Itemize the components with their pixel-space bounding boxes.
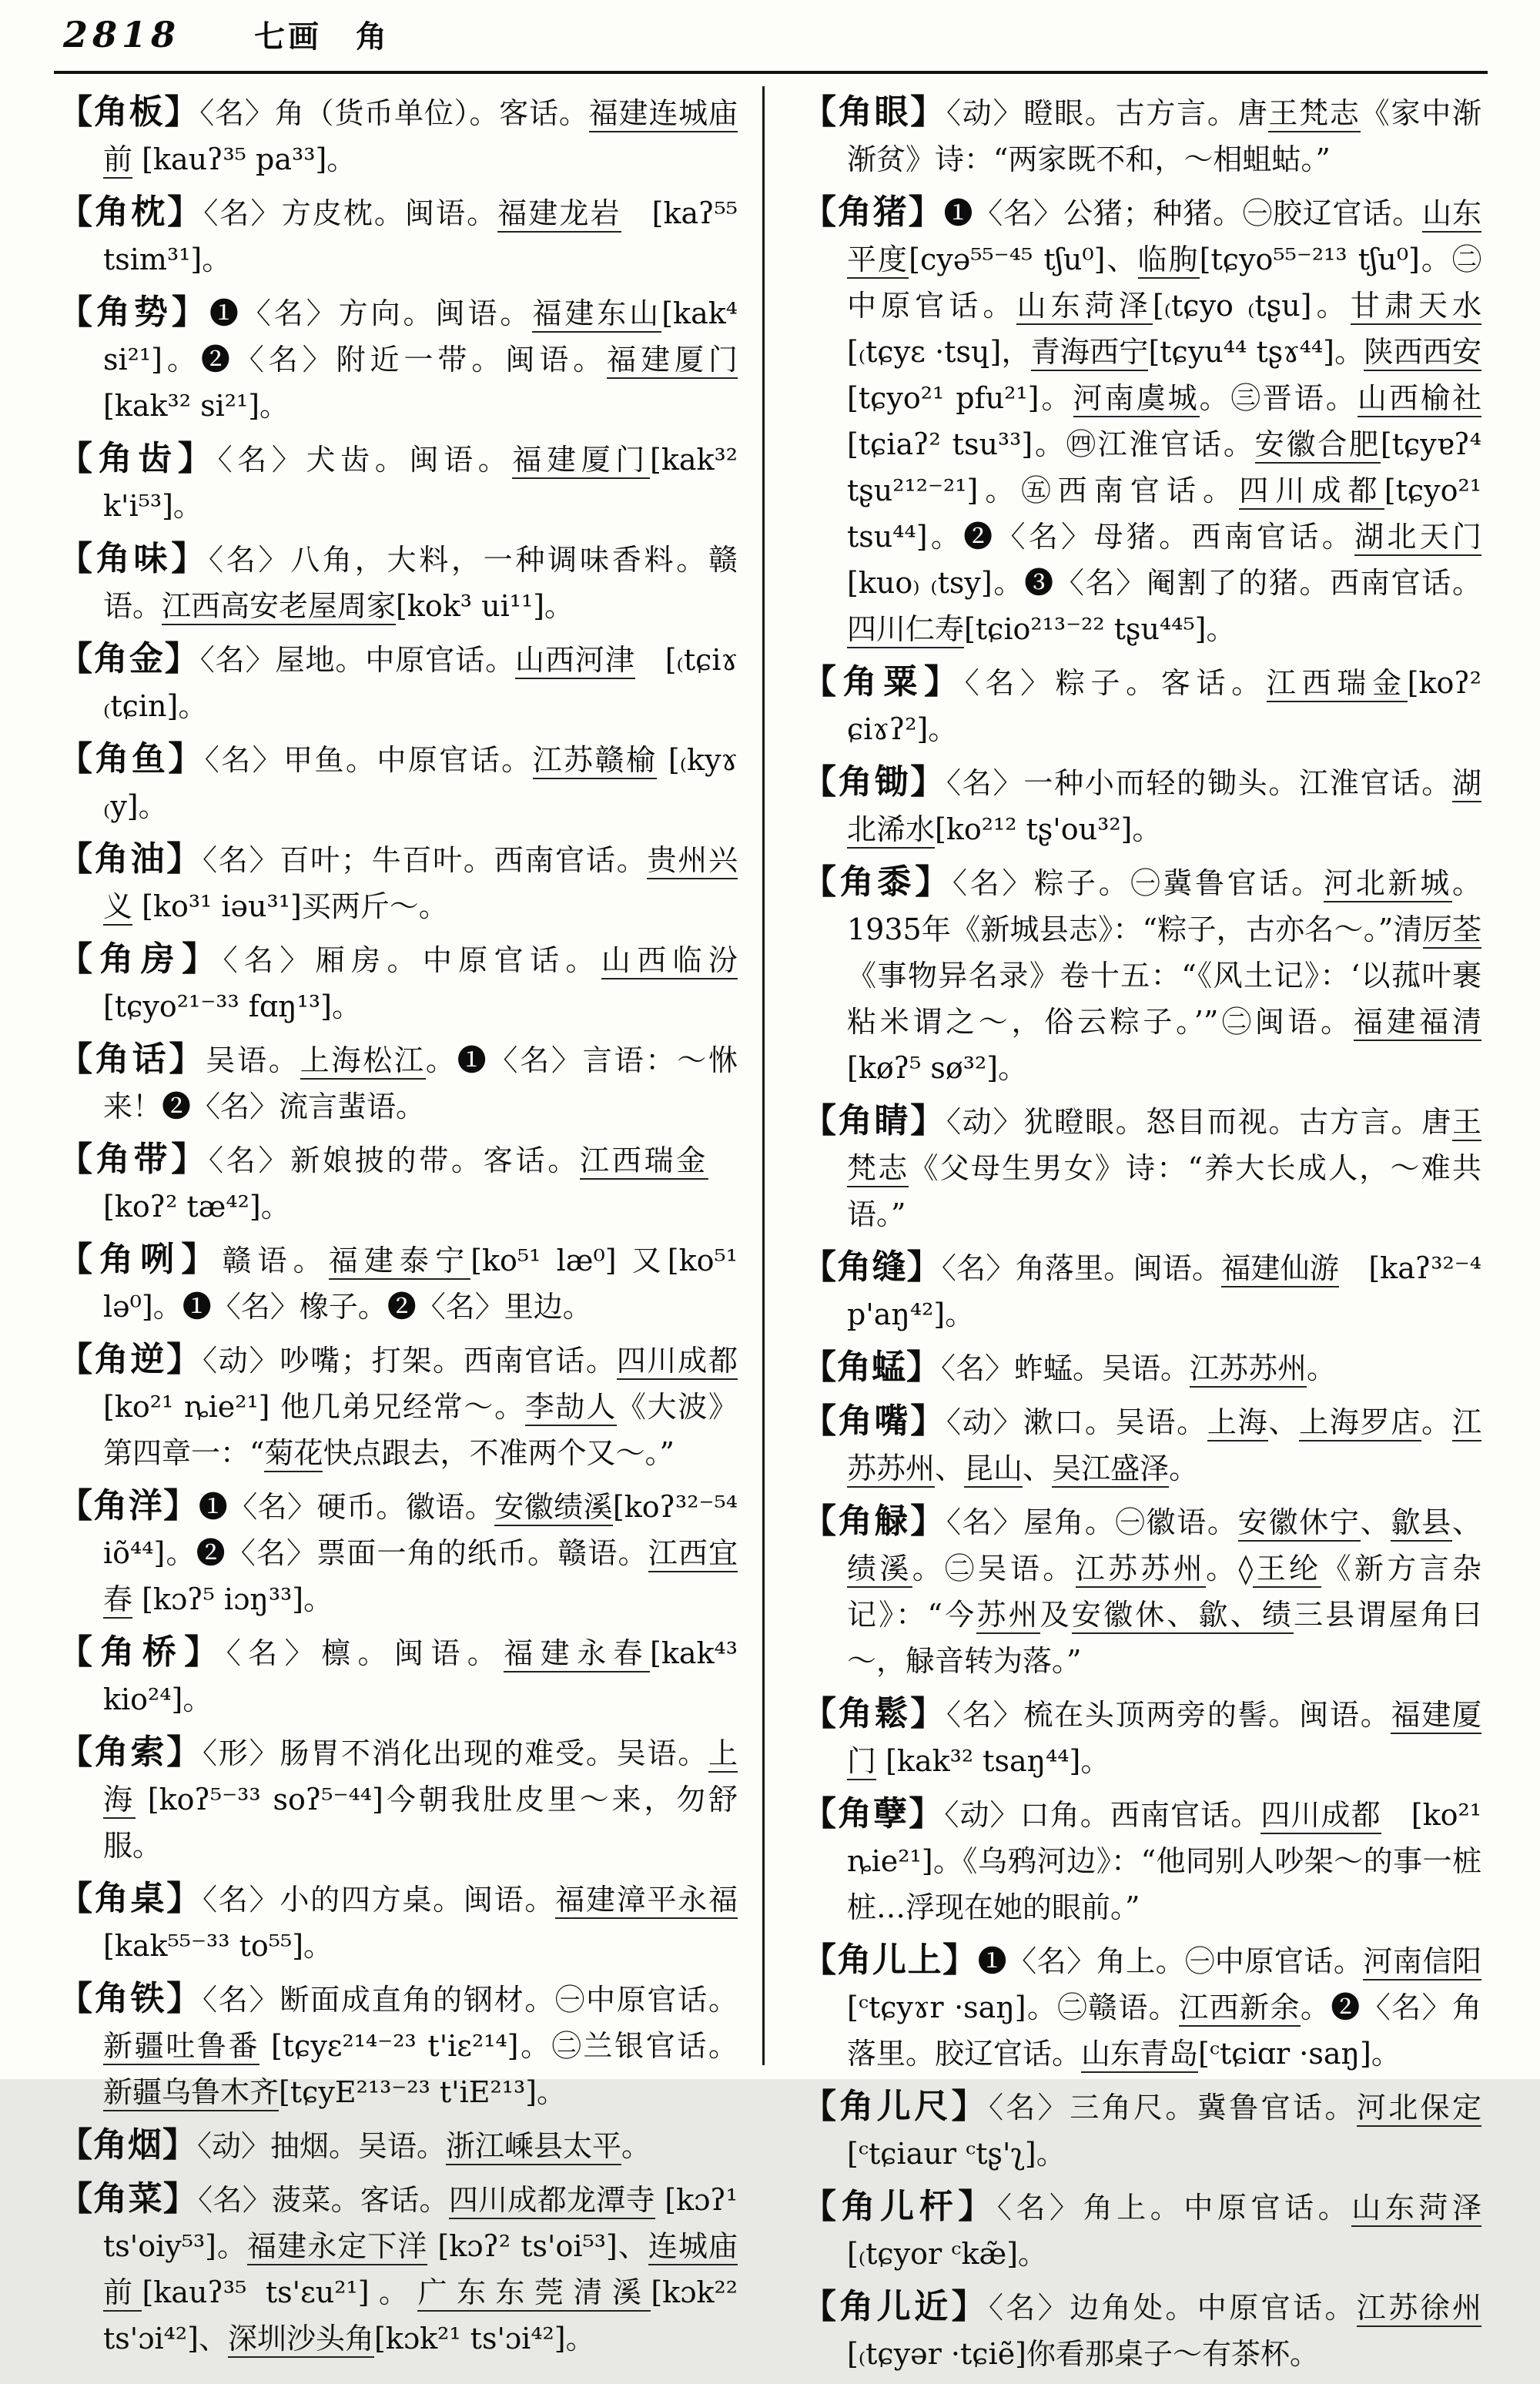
entry-text: [tɕyE²¹³⁻²³ t'iE²¹³]。: [279, 2075, 567, 2109]
dictionary-entry: [802, 759, 1481, 852]
entry-text: 〈名〉八角，大料，一种调味香料。赣语。: [103, 543, 738, 623]
entry-text: ❶〈名〉公猪；种猪。㊀胶辽官话。: [943, 196, 1423, 230]
entry-text: [koʔ⁵⁻³³ soʔ⁵⁻⁴⁴]今朝我肚皮里～来，勿舒服。: [103, 1783, 738, 1863]
dictionary-entry: [59, 536, 738, 629]
entry-text: 《事物异名录》卷十五：“《风土记》：‘以菰叶裹粘米谓之～，俗云粽子。’”㊁闽语。: [847, 959, 1481, 1039]
entry-text: 。㊂晋语。: [1199, 381, 1358, 415]
entry-text: [kak³² k'i⁵³]。: [103, 443, 738, 523]
entry-text: 。㊁吴语。: [912, 1552, 1076, 1585]
proper-noun: 河北新城: [1324, 866, 1452, 902]
entry-headword: 【角儿上】: [802, 1940, 978, 1980]
proper-noun: 王梵志: [847, 1105, 1481, 1187]
proper-noun: 福建连城庙前: [103, 96, 738, 179]
dictionary-entry: [802, 2184, 1481, 2277]
dictionary-entry: [802, 1691, 1481, 1784]
dictionary-entry: [59, 189, 738, 283]
entry-text: [ko²¹ ȵie²¹] 他几弟兄经常～。: [103, 1390, 525, 1424]
entry-text: [kɔk²² ts'ɔi⁴²]、: [103, 2275, 738, 2356]
entry-text: [kak³² tsaŋ⁴⁴]。: [876, 1744, 1110, 1778]
proper-noun: 山西榆社: [1358, 381, 1481, 417]
proper-noun: 湖北浠水: [847, 766, 1481, 849]
entry-headword: 【角势】: [59, 293, 209, 332]
entry-headword: 【角锄】: [802, 762, 947, 802]
entry-headword: 【角儿杆】: [802, 2187, 997, 2226]
proper-noun: 安徽休宁: [1238, 1505, 1361, 1542]
proper-noun: 江西瑞金: [580, 1143, 708, 1180]
proper-noun: 湖北天门: [1354, 520, 1481, 556]
proper-noun: 江苏徐州: [1357, 2291, 1481, 2327]
entry-text: 及: [1040, 1598, 1072, 1632]
proper-noun: 浙江嵊县太平: [446, 2129, 621, 2165]
entry-text: 〈动〉抽烟。吴语。: [197, 2129, 447, 2163]
entry-text: 〈名〉百叶；牛百叶。西南官话。: [203, 843, 648, 877]
proper-noun: 江苏苏州: [847, 1405, 1481, 1488]
entry-text: 快点跟去，不准两个又～。”: [323, 1436, 675, 1470]
entry-text: 〈名〉蚱蜢。吴语。: [941, 1351, 1190, 1385]
entry-text: [ko²¹ ȵie²¹]。《乌鸦河边》：“他同别人吵架～的事一桩桩…浮现在她的眼前。”: [847, 1798, 1481, 1924]
dictionary-entry: [59, 1629, 738, 1723]
entry-text: 。❷〈名〉角落里。胶辽官话。: [847, 1991, 1481, 2071]
proper-noun: 福建永春: [504, 1636, 650, 1672]
entry-headword: 【角蜢】: [802, 1348, 941, 1387]
dictionary-entry: [59, 836, 738, 929]
entry-text: ❶〈名〉角上。㊀中原官话。: [977, 1944, 1364, 1978]
entry-text: [køʔ⁵ sø³²]。: [847, 1051, 1028, 1085]
entry-headword: 【角齿】: [59, 439, 218, 478]
entry-text: [kak⁴³ kio²⁴]。: [103, 1636, 738, 1716]
proper-noun: 江苏苏州: [1076, 1552, 1207, 1588]
entry-text: 〈动〉口角。西南官话。: [944, 1798, 1261, 1832]
dictionary-entry: [802, 659, 1481, 752]
entry-text: [ko²¹² tʂ'ou³²]。: [935, 812, 1162, 846]
dictionary-entry: [59, 636, 738, 729]
dictionary-entry: [802, 1791, 1481, 1930]
entry-text: [₍kyɤ ₍y]。: [103, 743, 738, 823]
entry-text: 〈动〉漱口。吴语。: [946, 1405, 1207, 1439]
entry-headword: 【角黍】: [802, 862, 952, 902]
entry-text: 《父母生男女》诗：“养大长成人，～难共语。”: [847, 1151, 1481, 1231]
entry-text: [cyə⁵⁵⁻⁴⁵ tʃu⁰]、: [909, 243, 1138, 276]
right-column: [802, 89, 1481, 2384]
entry-text: [kak⁵⁵⁻³³ to⁵⁵]。: [103, 1929, 333, 1963]
dictionary-entry: [59, 89, 738, 182]
entry-text: 三县谓屋角曰～，觮音转为落。”: [847, 1598, 1481, 1678]
dictionary-entry: [59, 1337, 738, 1476]
entry-headword: 【角缝】: [802, 1247, 942, 1287]
entry-headword: 【角房】: [59, 939, 223, 979]
dictionary-entry: [59, 936, 738, 1030]
proper-noun: 江西瑞金: [1267, 666, 1408, 702]
entry-text: 〈名〉角落里。闽语。: [941, 1251, 1222, 1285]
proper-noun: 山东菏泽: [1016, 289, 1152, 325]
entry-text: 〈名〉方皮枕。闽语。: [203, 196, 498, 230]
entry-text: 赣语。: [222, 1244, 329, 1277]
entry-headword: 【角儿尺】: [802, 2087, 989, 2126]
proper-noun: 安徽合肥: [1255, 427, 1381, 464]
entry-text: 《新方言杂记》：“今: [847, 1552, 1481, 1632]
dictionary-entry: [59, 1729, 738, 1869]
entry-text: 。❶〈名〉言语：～恘来！❷〈名〉流言蜚语。: [103, 1043, 738, 1123]
entry-text: 〈名〉犬齿。闽语。: [217, 443, 513, 477]
entry-headword: 【角觮】: [802, 1502, 947, 1541]
entry-text: [tɕiaʔ² tsu³³]。㊃江淮官话。: [847, 427, 1255, 461]
proper-noun: 王梵志: [1268, 96, 1360, 132]
entry-text: [ko³¹ iəu³¹]买两斤～。: [132, 889, 448, 923]
entry-text: 〈名〉新娘披的带。客话。: [209, 1143, 580, 1177]
entry-text: 。: [1169, 1451, 1199, 1485]
entry-headword: 【角带】: [59, 1140, 209, 1179]
entry-text: [kak⁴ si²¹]。❷〈名〉附近一带。闽语。: [103, 296, 738, 377]
entry-text: 〈名〉边角处。中原官话。: [989, 2291, 1357, 2325]
entry-text: [kauʔ³⁵ ts'ɛu²¹]。: [142, 2275, 418, 2309]
entry-text: [₍tɕyor ᶜkæ̃]。: [847, 2237, 1048, 2271]
entry-text: [tɕyo²¹ tsu⁴⁴]。❷〈名〉母猪。西南官话。: [847, 474, 1481, 554]
entry-headword: 【角板】: [59, 92, 200, 132]
entry-text: [kɔʔ¹ ts'oiy⁵³]。: [103, 2183, 738, 2263]
proper-noun: 上海罗店: [1299, 1405, 1421, 1441]
entry-text: 〈名〉小的四方桌。闽语。: [203, 1883, 556, 1917]
proper-noun: 连城庙前: [103, 2229, 738, 2312]
entry-text: 〈动〉犹瞪眼。怒目而视。古方言。唐: [946, 1105, 1452, 1139]
entry-text: ❶〈名〉硬币。徽语。: [198, 1490, 495, 1524]
dictionary-entry: [802, 1937, 1481, 2077]
entry-text: [kok³ ui¹¹]。: [396, 589, 574, 623]
entry-text: [kɔʔ² ts'oi⁵³]、: [427, 2229, 648, 2263]
entry-text: 、: [935, 1451, 965, 1485]
dictionary-entry: [802, 189, 1481, 652]
proper-noun: 山东平度: [847, 196, 1481, 279]
entry-text: [koʔ² tæ⁴²]。: [103, 1143, 738, 1224]
proper-noun: 上海: [1207, 1405, 1269, 1441]
proper-noun: 福建厦门: [847, 1698, 1481, 1780]
dictionary-entry: [802, 1398, 1481, 1492]
entry-headword: 【角铁】: [59, 1979, 203, 2018]
proper-noun: 福建泰宁: [329, 1244, 470, 1280]
entry-headword: 【角逆】: [59, 1340, 203, 1379]
left-column: [59, 89, 738, 2369]
entry-headword: 【角粟】: [802, 662, 965, 701]
proper-noun: 山西河津: [515, 643, 635, 679]
proper-noun: 广东东莞清溪: [417, 2275, 651, 2312]
dictionary-entry: [802, 2084, 1481, 2177]
proper-noun: 四川仁寿: [847, 612, 964, 648]
proper-noun: 安徽休、歙、绩: [1072, 1598, 1294, 1634]
entry-text: [tɕyo²¹ pfu²¹]。: [847, 381, 1073, 415]
dictionary-entry: [802, 1344, 1481, 1391]
proper-noun: 江苏赣榆: [533, 743, 658, 779]
entry-headword: 【角孽】: [802, 1794, 945, 1833]
entry-text: 〈名〉角（货币单位）。客话。: [199, 96, 589, 130]
proper-noun: 厉荃: [1423, 912, 1481, 949]
section-title: 七画 角: [254, 18, 390, 55]
proper-noun: 山西临汾: [601, 943, 738, 979]
proper-noun: 江西新余: [1179, 1991, 1301, 2027]
entry-headword: 【角烟】: [59, 2125, 197, 2165]
entry-headword: 【角咧】: [59, 1240, 223, 1279]
entry-text: 《家中渐渐贫》诗：“两家既不和，～相蛆蛄。”: [847, 96, 1481, 176]
entry-text: [₍tɕiɤ ₍tɕin]。: [103, 643, 738, 723]
proper-noun: 河北保定: [1357, 2091, 1481, 2127]
proper-noun: 歙县: [1391, 1505, 1452, 1542]
entry-headword: 【角索】: [59, 1733, 203, 1772]
entry-headword: 【角眼】: [802, 92, 947, 132]
entry-text: 〈名〉三角尺。冀鲁官话。: [989, 2091, 1357, 2125]
page-header: [63, 12, 390, 56]
entry-text: 〈动〉吵嘴；打架。西南官话。: [203, 1344, 617, 1378]
entry-text: 〈名〉甲鱼。中原官话。: [204, 743, 533, 777]
entry-headword: 【角话】: [59, 1040, 206, 1079]
entry-headword: 【角菜】: [59, 2179, 199, 2218]
entry-text: [kaʔ⁵⁵ tsim³¹]。: [103, 196, 738, 276]
entry-text: [tɕyo²¹⁻³³ fɑŋ¹³]。: [103, 989, 361, 1023]
entry-text: 〈名〉厢房。中原官话。: [223, 943, 601, 977]
proper-noun: 山东菏泽: [1351, 2191, 1481, 2227]
dictionary-entry: [802, 1098, 1481, 1237]
dictionary-entry: [59, 1876, 738, 1969]
proper-noun: 青海西宁: [1031, 335, 1149, 371]
entry-text: [kɔʔ⁵ iɔŋ³³]。: [132, 1582, 333, 1616]
entry-text: [ᶜtɕyɤr ·saŋ]。㊁赣语。: [847, 1991, 1180, 2024]
entry-headword: 【角鱼】: [59, 739, 205, 778]
entry-text: 〈名〉粽子。客话。: [964, 666, 1267, 700]
proper-noun: 甘肃天水: [1351, 289, 1481, 325]
entry-text: [tɕyɛ²¹⁴⁻²³ t'iɛ²¹⁴]。㊁兰银官话。: [259, 2029, 738, 2063]
dictionary-entry: [59, 1036, 738, 1130]
entry-text: 〈名〉屋角。㊀徽语。: [946, 1505, 1238, 1539]
entry-text: 〈名〉一种小而轻的锄头。江淮官话。: [946, 766, 1452, 800]
entry-text: 〈名〉屋地。中原官话。: [199, 643, 516, 677]
proper-noun: 河南虞城: [1073, 381, 1200, 417]
dictionary-entry: [802, 1498, 1481, 1684]
dictionary-entry: [59, 436, 738, 529]
dictionary-entry: [59, 2176, 738, 2362]
proper-noun: 上海: [103, 1736, 738, 1819]
proper-noun: 河南信阳: [1363, 1944, 1481, 1981]
proper-noun: 四川成都: [1239, 474, 1384, 510]
proper-noun: 安徽绩溪: [494, 1490, 613, 1526]
proper-noun: 菊花: [264, 1436, 323, 1472]
entry-text: 〈名〉菠菜。客话。: [198, 2183, 449, 2217]
dictionary-entry: [802, 1244, 1481, 1338]
entry-headword: 【角桌】: [59, 1879, 203, 1918]
entry-text: 、: [1023, 1451, 1053, 1485]
entry-text: [kuo₎ ₍tsy]。❸〈名〉阉割了的猪。西南官话。: [847, 566, 1481, 600]
entry-headword: 【角味】: [59, 539, 209, 578]
entry-text: 〈名〉梳在头顶两旁的髻。闽语。: [946, 1698, 1391, 1732]
proper-noun: 上海松江: [300, 1043, 426, 1080]
entry-headword: 【角枕】: [59, 193, 204, 232]
proper-noun: 福建厦门: [607, 343, 738, 379]
entry-headword: 【角油】: [59, 839, 203, 879]
entry-text: [kak³² si²¹]。: [103, 389, 290, 423]
dictionary-entry: [59, 1483, 738, 1622]
entry-text: 〈名〉檩。闽语。: [226, 1636, 504, 1670]
proper-noun: 四川成都龙潭寺: [449, 2183, 655, 2219]
entry-text: [tɕyɐʔ⁴ tʂu²¹²⁻²¹]。㊄西南官话。: [847, 427, 1481, 507]
dictionary-entry: [802, 89, 1481, 182]
dictionary-entry: [59, 1237, 738, 1330]
entry-text: [ᶜtɕiɑr ·saŋ]。: [1198, 2037, 1401, 2071]
entry-text: [kaʔ³²⁻⁴ p'aŋ⁴²]。: [847, 1251, 1481, 1331]
dictionary-entry: [802, 2284, 1481, 2377]
entry-text: 、: [1451, 1505, 1481, 1539]
proper-noun: 苏州: [976, 1598, 1040, 1634]
header-rule: [54, 71, 1488, 74]
entry-text: 〈名〉断面成直角的钢材。㊀中原官话。: [203, 1983, 738, 2017]
entry-text: [₍tɕyo ₍tʂu]。: [1152, 289, 1351, 323]
entry-text: [₍tɕyər ·tɕiẽ]你看那桌子～有茶杯。: [847, 2337, 1320, 2371]
entry-text: ❶〈名〉方向。闽语。: [209, 296, 533, 330]
entry-text: 吴语。: [206, 1043, 300, 1077]
entry-text: [tɕyo⁵⁵⁻²¹³ tʃu⁰]。㊁中原官话。: [847, 243, 1481, 323]
entry-text: 《大波》第四章一：“: [103, 1390, 738, 1470]
proper-noun: 吴江盛泽: [1052, 1451, 1169, 1488]
entry-text: [tɕio²¹³⁻²² tʂu⁴⁴⁵]。: [964, 612, 1236, 646]
proper-noun: 福建东山: [532, 296, 661, 333]
entry-headword: 【角洋】: [59, 1486, 199, 1525]
dictionary-entry: [59, 290, 738, 429]
entry-text: [ᶜtɕiaur ᶜtʂ'ʅ]。: [847, 2137, 1066, 2171]
entry-text: [koʔ² ɕiɤʔ²]。: [847, 666, 1481, 746]
entry-text: 。: [1421, 1405, 1452, 1439]
entry-text: [tɕyu⁴⁴ tʂɤ⁴⁴]。: [1148, 335, 1364, 369]
entry-text: 、: [1360, 1505, 1391, 1539]
proper-noun: 李劼人: [525, 1390, 617, 1426]
proper-noun: 山东青岛: [1081, 2037, 1198, 2073]
proper-noun: 绩溪: [847, 1552, 912, 1588]
page-number: 2818: [63, 14, 181, 55]
proper-noun: 四川成都: [617, 1344, 738, 1380]
entry-headword: 【角儿近】: [802, 2287, 989, 2326]
entry-text: 〈名〉角上。中原官话。: [996, 2191, 1352, 2225]
proper-noun: 陕西西安: [1364, 335, 1481, 371]
dictionary-entry: [59, 736, 738, 829]
proper-noun: 福建厦门: [512, 443, 650, 479]
proper-noun: 江西高安老屋周家: [162, 589, 396, 625]
entry-text: [ko⁵¹ læ⁰] 又[ko⁵¹ lə⁰]。❶〈名〉橡子。❷〈名〉里边。: [103, 1244, 738, 1324]
proper-noun: 四川成都: [1260, 1798, 1381, 1834]
proper-noun: 福建仙游: [1221, 1251, 1339, 1287]
dictionary-entry: [59, 1137, 738, 1230]
proper-noun: 福建龙岩: [497, 196, 621, 233]
proper-noun: 新疆乌鲁木齐: [103, 2075, 279, 2111]
proper-noun: 福建福清: [1354, 1005, 1481, 1041]
proper-noun: 昆山: [964, 1451, 1023, 1488]
entry-text: 。◊: [1206, 1552, 1254, 1585]
proper-noun: 福建永定下洋: [247, 2229, 427, 2265]
proper-noun: 王纶: [1253, 1552, 1321, 1588]
column-divider: [762, 86, 765, 2065]
proper-noun: 临朐: [1138, 243, 1200, 279]
entry-text: 〈动〉瞪眼。古方言。唐: [946, 96, 1269, 130]
entry-text: 。1935年《新城县志》：“粽子，古亦名～。”清: [847, 866, 1481, 946]
entry-headword: 【角睛】: [802, 1101, 947, 1140]
entry-headword: 【角猪】: [802, 193, 944, 232]
proper-noun: 江西宜春: [103, 1536, 738, 1619]
entry-headword: 【角鬆】: [802, 1694, 947, 1733]
proper-noun: 江苏苏州: [1190, 1351, 1307, 1388]
entry-headword: 【角嘴】: [802, 1401, 947, 1441]
entry-text: 。: [621, 2129, 651, 2163]
entry-text: 。: [1307, 1351, 1337, 1385]
proper-noun: 新疆吐鲁番: [103, 2029, 259, 2065]
entry-text: 〈形〉肠胃不消化出现的难受。吴语。: [203, 1736, 708, 1770]
proper-noun: 福建漳平永福: [555, 1883, 738, 1919]
entry-text: [koʔ³²⁻⁵⁴ iõ⁴⁴]。❷〈名〉票面一角的纸币。赣语。: [103, 1490, 738, 1570]
proper-noun: 深圳沙头角: [228, 2322, 374, 2358]
entry-text: [₍tɕyɛ ·tsɥ]，: [847, 335, 1031, 369]
entry-headword: 【角桥】: [59, 1632, 226, 1672]
entry-text: [kɔk²¹ ts'ɔi⁴²]。: [373, 2322, 595, 2356]
entry-text: 〈名〉粽子。㊀冀鲁官话。: [952, 866, 1324, 900]
dictionary-entry: [802, 859, 1481, 1091]
entry-text: 、: [1268, 1405, 1300, 1439]
entry-text: [kauʔ³⁵ pa³³]。: [132, 142, 357, 176]
proper-noun: 贵州兴义: [103, 843, 738, 926]
dictionary-entry: [59, 2122, 738, 2169]
dictionary-entry: [59, 1976, 738, 2115]
entry-headword: 【角金】: [59, 639, 200, 678]
